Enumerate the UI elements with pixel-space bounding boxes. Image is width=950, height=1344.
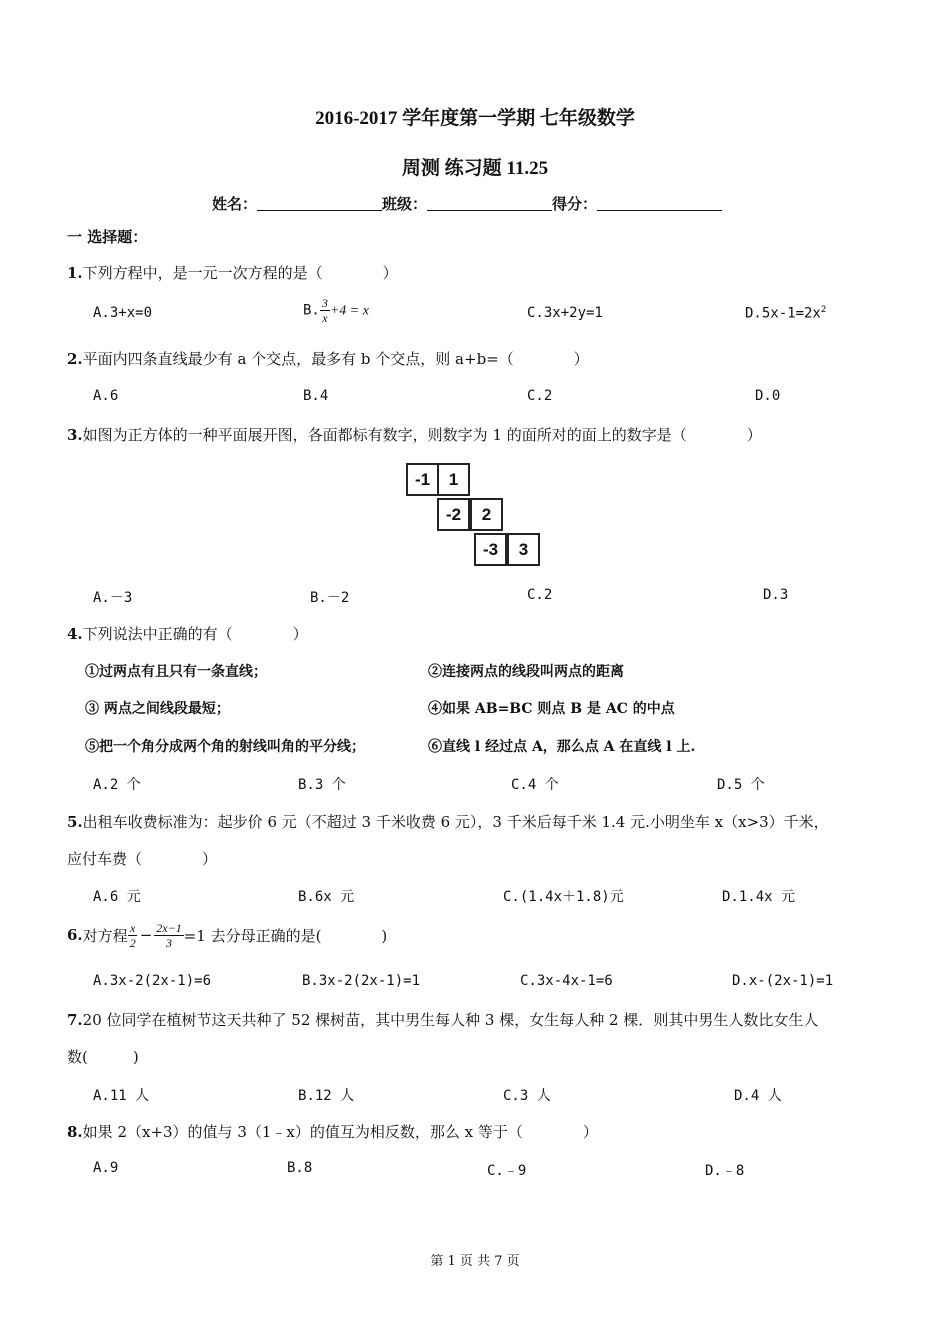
net-cell: 3 — [507, 533, 540, 566]
fraction-2x-1-over-3 — [154, 921, 183, 950]
option-label: D.5x-1=2x — [745, 305, 821, 322]
name-label: 姓名： — [212, 195, 258, 213]
q6-option-c[interactable]: C.3x-4x-1=6 — [520, 973, 613, 989]
section-heading: 一 选择题： — [67, 228, 148, 246]
q7-option-b[interactable]: B.12 人 — [298, 1088, 355, 1104]
q6-option-a[interactable]: A.3x-2(2x-1)=6 — [93, 973, 212, 989]
fraction-x-over-2 — [128, 921, 138, 950]
question-number: 1. — [67, 264, 83, 282]
q4-option-c[interactable]: C.4 个 — [511, 777, 559, 793]
question-4 — [67, 623, 308, 644]
question-number: 3. — [67, 426, 83, 444]
q3-option-b[interactable]: B.－2 — [310, 590, 350, 606]
fraction — [320, 296, 330, 325]
numerator: 2x−1 — [156, 920, 182, 935]
q1-option-d[interactable] — [745, 305, 826, 322]
net-cell: -2 — [437, 498, 470, 531]
exponent: 2 — [820, 305, 827, 315]
net-cell: -1 — [406, 463, 439, 496]
q3-option-a[interactable]: A.－3 — [93, 590, 133, 606]
q8-option-b[interactable]: B.8 — [287, 1160, 313, 1176]
question-7 — [67, 1009, 818, 1030]
question-text-pre: 对方程 — [82, 926, 128, 945]
question-number: 2. — [67, 350, 83, 368]
q5-option-b[interactable]: B.6x 元 — [298, 889, 355, 905]
statement-1: ①过两点有且只有一条直线； — [85, 664, 267, 680]
q7-option-d[interactable]: D.4 人 — [734, 1088, 782, 1104]
question-number: 8. — [67, 1123, 83, 1141]
question-number: 7. — [67, 1011, 83, 1029]
q2-option-b[interactable]: B.4 — [303, 388, 329, 404]
question-3 — [67, 424, 762, 445]
name-blank[interactable] — [257, 196, 382, 211]
statement-5: ⑤把一个角分成两个角的射线叫角的平分线； — [85, 739, 365, 755]
score-label: 得分： — [552, 195, 598, 213]
q4-option-b[interactable]: B.3 个 — [298, 777, 346, 793]
net-cell: -3 — [474, 533, 507, 566]
minus-sign: − — [139, 926, 153, 944]
question-7-continued: 数( ) — [67, 1048, 139, 1066]
question-text: 下列说法中正确的有（ ） — [82, 625, 308, 643]
question-number: 6. — [67, 926, 83, 944]
score-blank[interactable] — [597, 196, 722, 211]
statement-4: ④如果 AB=BC 则点 B 是 AC 的中点 — [428, 701, 675, 717]
numerator: 3 — [321, 296, 328, 310]
q2-option-d[interactable]: D.0 — [755, 388, 781, 404]
q1-option-c[interactable]: C.3x+2y=1 — [527, 305, 603, 321]
numerator: x — [130, 920, 136, 935]
question-5 — [67, 811, 829, 832]
q1-option-a[interactable]: A.3+x=0 — [93, 305, 153, 321]
denominator: x — [322, 311, 328, 325]
class-label: 班级： — [382, 195, 428, 213]
question-text: 平面内四条直线最少有 a 个交点，最多有 b 个交点，则 a+b=（ ） — [82, 350, 589, 368]
q8-option-d[interactable]: D.﹣8 — [705, 1163, 745, 1179]
q6-option-b[interactable]: B.3x-2(2x-1)=1 — [302, 973, 421, 989]
q2-option-c[interactable]: C.2 — [527, 388, 553, 404]
statement-2: ②连接两点的线段叫两点的距离 — [428, 664, 624, 680]
q5-option-a[interactable]: A.6 元 — [93, 889, 141, 905]
q3-option-c[interactable]: C.2 — [527, 587, 553, 603]
net-cell: 1 — [437, 463, 470, 496]
q7-option-a[interactable]: A.11 人 — [93, 1088, 150, 1104]
page-subtitle: 周测 练习题 11.25 — [401, 158, 549, 179]
question-8 — [67, 1121, 598, 1142]
question-text: 如图为正方体的一种平面展开图，各面都标有数字，则数字为 1 的面所对的面上的数字是（ ） — [82, 426, 762, 444]
statement-6: ⑥直线 l 经过点 A，那么点 A 在直线 l 上. — [428, 739, 696, 755]
question-text: 出租车收费标准为：起步价 6 元（不超过 3 千米收费 6 元），3 千米后每千米 1.4 元.小明坐车 x（x>3）千米， — [82, 813, 829, 831]
statement-3: ③ 两点之间线段最短； — [85, 701, 230, 717]
q7-option-c[interactable]: C.3 人 — [503, 1088, 551, 1104]
question-number: 5. — [67, 813, 83, 831]
q5-option-c[interactable]: C.(1.4x＋1.8)元 — [503, 889, 624, 905]
q4-option-a[interactable]: A.2 个 — [93, 777, 141, 793]
question-text: 下列方程中，是一元一次方程的是（ ） — [82, 264, 398, 282]
student-info-row — [212, 193, 722, 214]
q2-option-a[interactable]: A.6 — [93, 388, 119, 404]
cube-net-figure — [406, 463, 546, 567]
denominator: 3 — [165, 935, 172, 950]
question-text: 20 位同学在植树节这天共种了 52 棵树苗，其中男生每人种 3 棵，女生每人种 2 棵．则其中男生人数比女生人 — [82, 1011, 819, 1029]
question-5-continued: 应付车费（ ） — [67, 850, 218, 868]
q8-option-c[interactable]: C.﹣9 — [487, 1163, 527, 1179]
net-cell: 2 — [470, 498, 503, 531]
question-6 — [67, 917, 387, 953]
question-number: 4. — [67, 625, 83, 643]
question-1 — [67, 262, 398, 283]
q6-option-d[interactable]: D.x-(2x-1)=1 — [732, 973, 834, 989]
class-blank[interactable] — [427, 196, 552, 211]
option-label: B. — [303, 302, 320, 319]
q5-option-d[interactable]: D.1.4x 元 — [722, 889, 796, 905]
question-text-post: =1 去分母正确的是( ) — [183, 926, 388, 945]
q3-option-d[interactable]: D.3 — [763, 587, 789, 603]
page-title: 2016-2017 学年度第一学期 七年级数学 — [315, 108, 635, 129]
q8-option-a[interactable]: A.9 — [93, 1160, 119, 1176]
denominator: 2 — [129, 935, 136, 950]
question-2 — [67, 348, 589, 369]
q1-option-b[interactable] — [303, 296, 369, 325]
q4-option-d[interactable]: D.5 个 — [717, 777, 765, 793]
fraction-tail: +4 = x — [329, 303, 369, 319]
question-text: 如果 2（x+3）的值与 3（1﹣x）的值互为相反数，那么 x 等于（ ） — [82, 1123, 598, 1141]
page-footer: 第 1 页 共 7 页 — [430, 1254, 520, 1269]
